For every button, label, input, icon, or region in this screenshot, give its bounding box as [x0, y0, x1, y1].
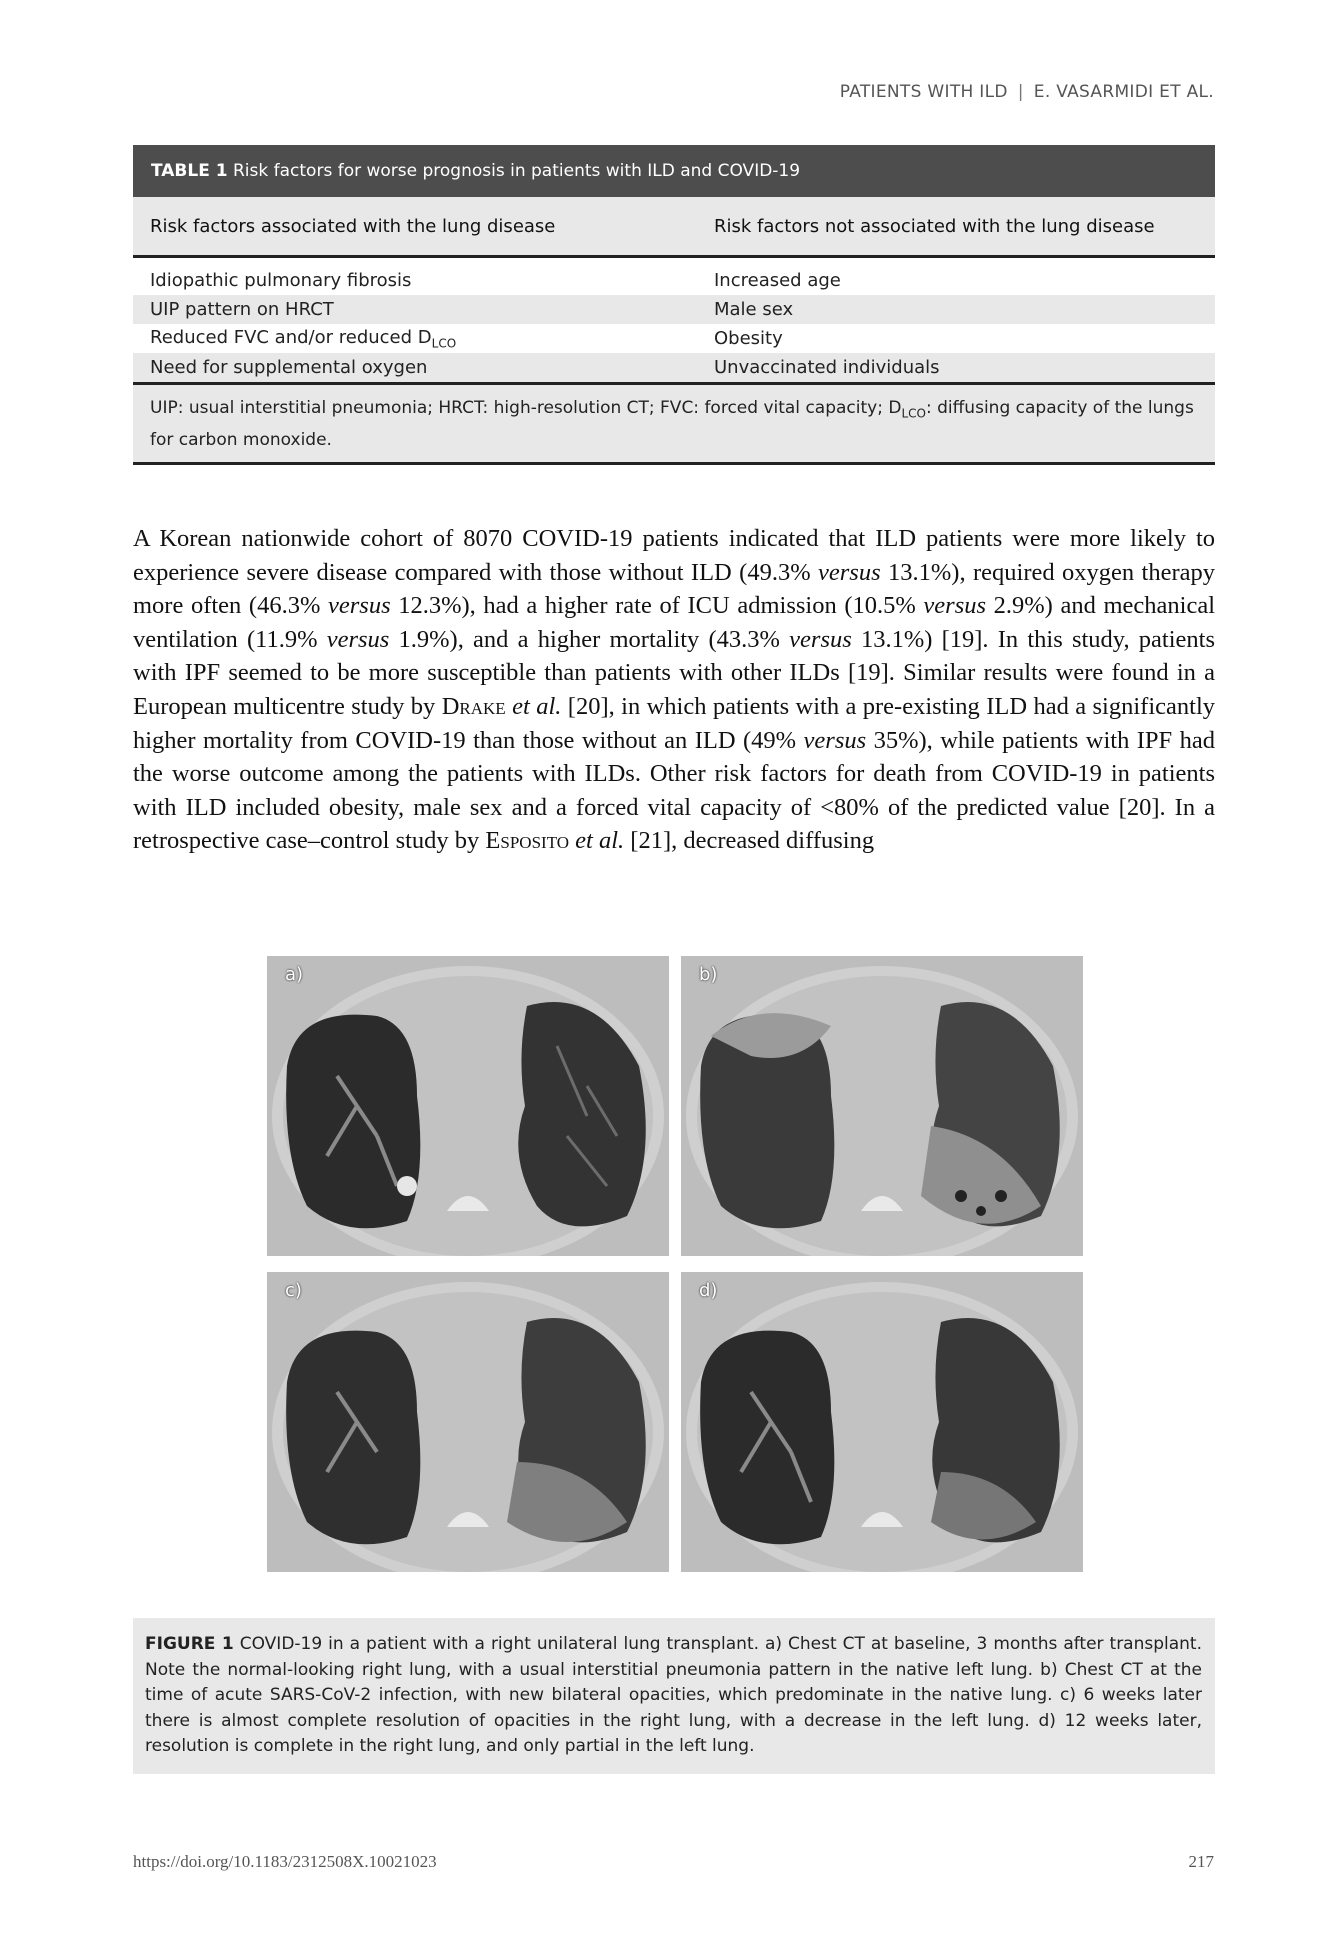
footer-doi-link[interactable]: https://doi.org/10.1183/2312508X.10021023	[133, 1852, 437, 1871]
page-number: 217	[1188, 1852, 1214, 1871]
body-italic: et al.	[512, 692, 562, 720]
table-cell	[133, 327, 712, 351]
body-italic: versus	[328, 592, 391, 620]
figure-caption	[133, 1618, 1215, 1774]
table-footnote-part1: UIP: usual interstitial pneumonia; HRCT: high-resolution CT; FVC: forced vital capacity; D	[150, 398, 902, 418]
panel-label: d)	[699, 1280, 718, 1301]
ct-panel-d	[681, 1272, 1083, 1572]
table-cell: Idiopathic pulmonary fibrosis	[150, 270, 412, 291]
ct-scan-image	[681, 956, 1083, 1256]
ct-scan-image	[681, 1272, 1083, 1572]
body-author-name: Esposito	[485, 827, 570, 855]
body-text-segment: 35%), while patients with IPF had the worse outcome among the patients with ILDs. Other risk factors for death from COVID-19 in patients with ILD included obesity, male sex and a forced vital capacity of <80% of the predicted value [20]. In a retrospective case–control study by	[133, 726, 1215, 855]
table-footnote-subscript: LCO	[901, 406, 926, 421]
body-italic: versus	[818, 558, 881, 586]
body-text-segment: A Korean nationwide cohort of 8070 COVID-19 patients indicated that ILD patients were more likely to experience severe disease compared with those without ILD (49.3%	[133, 525, 1215, 586]
body-italic: et al.	[575, 827, 625, 855]
body-italic: versus	[789, 625, 852, 653]
table-row	[133, 353, 1215, 382]
body-italic: versus	[326, 625, 390, 653]
figure-caption-label: FIGURE 1	[145, 1634, 234, 1654]
table-cell-subscript: LCO	[431, 336, 457, 351]
body-text-segment: [21], decreased diffusing	[624, 827, 875, 855]
ct-panel-a	[267, 956, 669, 1256]
ct-panel-c	[267, 1272, 669, 1572]
body-text-segment: 13.1%) [19]. In this study, patients with IPF seemed to be more susceptible than patients with other ILDs [19]. Similar results were found in a European multicentre study by	[133, 625, 1215, 720]
table-header-col1: Risk factors associated with the lung disease	[150, 215, 556, 237]
table-cell: Need for supplemental oxygen	[150, 357, 428, 378]
body-author-name: Drake	[441, 692, 506, 720]
body-italic: versus	[803, 726, 867, 754]
body-italic: versus	[923, 592, 987, 620]
body-paragraph	[133, 522, 1215, 858]
table-body	[133, 258, 1215, 382]
body-text-segment: 13.1%), required oxygen therapy more often (46.3%	[133, 558, 1215, 620]
body-text-segment: [20], in which patients with a pre-existing ILD had a significantly higher mortality from COVID-19 than those without an ILD (49%	[133, 692, 1215, 754]
table-row	[133, 266, 1215, 295]
ct-scan-image	[267, 956, 669, 1256]
table-header-row	[133, 197, 1215, 258]
table-1	[133, 145, 1215, 465]
ct-panel-b	[681, 956, 1083, 1256]
ct-scan-image	[267, 1272, 669, 1572]
panel-label: c)	[285, 1280, 302, 1301]
running-head	[840, 82, 1214, 102]
table-cell-text: Reduced FVC and/or reduced D	[150, 326, 432, 348]
figure-caption-text: COVID-19 in a patient with a right unilateral lung transplant. a) Chest CT at baseline, 3 months after transplant. Note the normal-looking right lung, with a usual interstitial pneumonia pattern in the native left lung. b) Chest CT at the time of acute SARS-CoV-2 infection, with new bilateral opacities, which predominate in the native lung. c) 6 weeks later there is almost complete resolution of opacities in the right lung, with a decrease in the left lung. d) 12 weeks later, resolution is complete in the right lung, and only partial in the left lung.	[145, 1634, 1203, 1756]
panel-label: b)	[699, 964, 718, 985]
running-head-section: PATIENTS WITH ILD	[839, 82, 1008, 102]
table-footnote-part2: : diffusing capacity of the lungs for carbon monoxide.	[150, 398, 1194, 451]
figure-1	[267, 956, 1083, 1572]
table-cell: UIP pattern on HRCT	[150, 299, 334, 320]
table-header-col2: Risk factors not associated with the lung disease	[714, 215, 1155, 237]
table-row	[133, 324, 1215, 353]
table-label: TABLE 1	[151, 161, 228, 181]
body-text-segment: 1.9%), and a higher mortality (43.3%	[389, 625, 790, 653]
table-cell: Increased age	[714, 270, 841, 291]
table-cell: Male sex	[714, 299, 794, 320]
panel-label: a)	[285, 964, 304, 985]
table-footnote	[133, 382, 1215, 465]
table-cell: Unvaccinated individuals	[714, 357, 940, 378]
table-row	[133, 295, 1215, 324]
table-cell: Obesity	[714, 328, 783, 349]
running-head-separator: |	[1017, 82, 1024, 102]
table-caption-text: Risk factors for worse prognosis in patients with ILD and COVID-19	[233, 161, 801, 181]
table-caption	[133, 145, 1215, 197]
running-head-authors: E. VASARMIDI ET AL.	[1033, 82, 1214, 102]
body-text-segment: 2.9%) and mechanical ventilation (11.9%	[133, 592, 1216, 653]
body-text-segment: 12.3%), had a higher rate of ICU admission (10.5%	[390, 592, 924, 620]
